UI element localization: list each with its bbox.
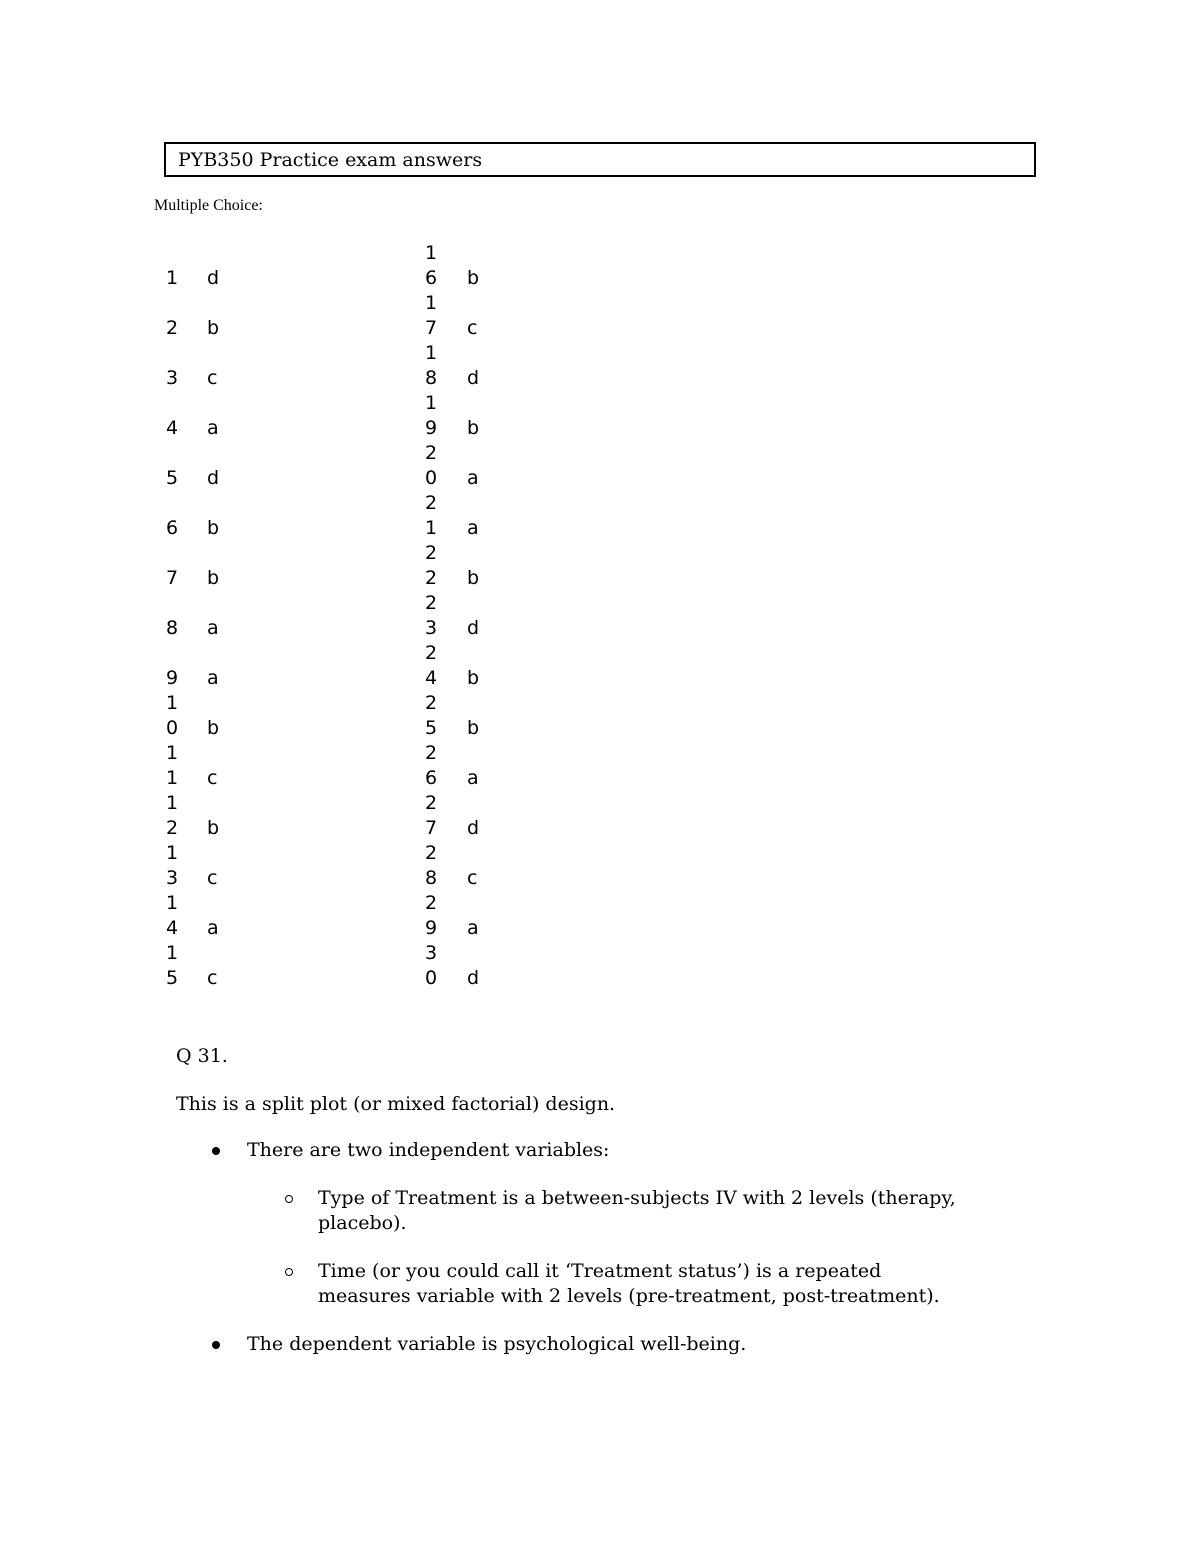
design-statement: This is a split plot (or mixed factorial) design. (176, 1093, 616, 1115)
question-number-left: 2 (166, 817, 179, 839)
question-number-right: 2 (425, 642, 438, 664)
question-number-right: 2 (425, 892, 438, 914)
question-number-right: 1 (425, 242, 438, 264)
question-number-right: 2 (425, 567, 438, 589)
answer-letter-left: b (207, 817, 220, 839)
question-number-left: 1 (166, 767, 179, 789)
question-number-right: 2 (425, 592, 438, 614)
question-number-right: 2 (425, 442, 438, 464)
question-number-left: 4 (166, 417, 179, 439)
question-number-left: 1 (166, 792, 179, 814)
question-number-right: 2 (425, 792, 438, 814)
question-number-right: 2 (425, 492, 438, 514)
sub-bullet-time-line1: Time (or you could call it ‘Treatment status’) is a repeated (318, 1260, 882, 1282)
answer-letter-right: d (467, 617, 480, 639)
answer-letter-right: d (467, 367, 480, 389)
answer-letter-left: c (207, 967, 218, 989)
question-number-right: 9 (425, 417, 438, 439)
question-number-left: 1 (166, 942, 179, 964)
answer-letter-left: b (207, 517, 220, 539)
question-number-right: 1 (425, 392, 438, 414)
question-number-right: 1 (425, 342, 438, 364)
answer-letter-right: b (467, 417, 480, 439)
question-number-right: 1 (425, 292, 438, 314)
question-number-right: 6 (425, 267, 438, 289)
question-number-right: 2 (425, 742, 438, 764)
question-number-right: 2 (425, 692, 438, 714)
question-number-right: 7 (425, 317, 438, 339)
circle-bullet-icon (285, 1268, 293, 1276)
title-box (164, 142, 1036, 177)
question-number-left: 1 (166, 892, 179, 914)
question-number-left: 4 (166, 917, 179, 939)
answer-letter-left: a (207, 617, 219, 639)
question-number-right: 4 (425, 667, 438, 689)
bullet-iv-count: There are two independent variables: (247, 1139, 610, 1161)
answer-letter-right: d (467, 817, 480, 839)
question-number-left: 6 (166, 517, 179, 539)
question-number-left: 5 (166, 967, 179, 989)
question-number-right: 7 (425, 817, 438, 839)
circle-bullet-icon (285, 1195, 293, 1203)
answer-letter-left: d (207, 467, 220, 489)
question-number-left: 1 (166, 742, 179, 764)
answer-letter-left: b (207, 317, 220, 339)
question-number-right: 2 (425, 842, 438, 864)
question-number-right: 3 (425, 617, 438, 639)
answer-letter-left: d (207, 267, 220, 289)
answer-letter-right: c (467, 317, 478, 339)
answer-letter-left: a (207, 917, 219, 939)
page-title: PYB350 Practice exam answers (178, 149, 483, 171)
question-number-right: 3 (425, 942, 438, 964)
answer-letter-left: b (207, 717, 220, 739)
question-heading: Q 31. (176, 1045, 228, 1067)
answer-letter-right: b (467, 267, 480, 289)
answer-letter-left: a (207, 667, 219, 689)
sub-bullet-time-line2: measures variable with 2 levels (pre-treatment, post-treatment). (318, 1285, 940, 1307)
question-number-left: 0 (166, 717, 179, 739)
question-number-left: 2 (166, 317, 179, 339)
question-number-right: 5 (425, 717, 438, 739)
question-number-right: 8 (425, 867, 438, 889)
answer-letter-right: b (467, 717, 480, 739)
answer-letter-right: a (467, 917, 479, 939)
question-number-right: 8 (425, 367, 438, 389)
section-label-multiple-choice: Multiple Choice: (154, 197, 263, 214)
answer-letter-right: a (467, 767, 479, 789)
answer-letter-right: a (467, 517, 479, 539)
question-number-right: 6 (425, 767, 438, 789)
question-number-left: 1 (166, 842, 179, 864)
answer-letter-left: c (207, 867, 218, 889)
sub-bullet-treatment-line2: placebo). (318, 1212, 407, 1234)
question-number-right: 1 (425, 517, 438, 539)
answer-letter-right: b (467, 667, 480, 689)
answer-letter-left: c (207, 367, 218, 389)
question-number-left: 9 (166, 667, 179, 689)
question-number-left: 1 (166, 692, 179, 714)
answer-letter-right: b (467, 567, 480, 589)
question-number-left: 3 (166, 367, 179, 389)
question-number-right: 0 (425, 467, 438, 489)
answer-letter-right: d (467, 967, 480, 989)
answer-letter-right: a (467, 467, 479, 489)
question-number-left: 1 (166, 267, 179, 289)
sub-bullet-treatment-line1: Type of Treatment is a between-subjects IV with 2 levels (therapy, (318, 1187, 956, 1209)
question-number-left: 8 (166, 617, 179, 639)
question-number-right: 9 (425, 917, 438, 939)
answer-letter-left: c (207, 767, 218, 789)
bullet-dependent-variable: The dependent variable is psychological well-being. (247, 1333, 747, 1355)
question-number-left: 7 (166, 567, 179, 589)
answer-letter-left: a (207, 417, 219, 439)
answer-letter-left: b (207, 567, 220, 589)
question-number-left: 5 (166, 467, 179, 489)
bullet-icon (212, 1341, 220, 1349)
question-number-left: 3 (166, 867, 179, 889)
question-number-right: 2 (425, 542, 438, 564)
question-number-right: 0 (425, 967, 438, 989)
bullet-icon (212, 1147, 220, 1155)
answer-letter-right: c (467, 867, 478, 889)
